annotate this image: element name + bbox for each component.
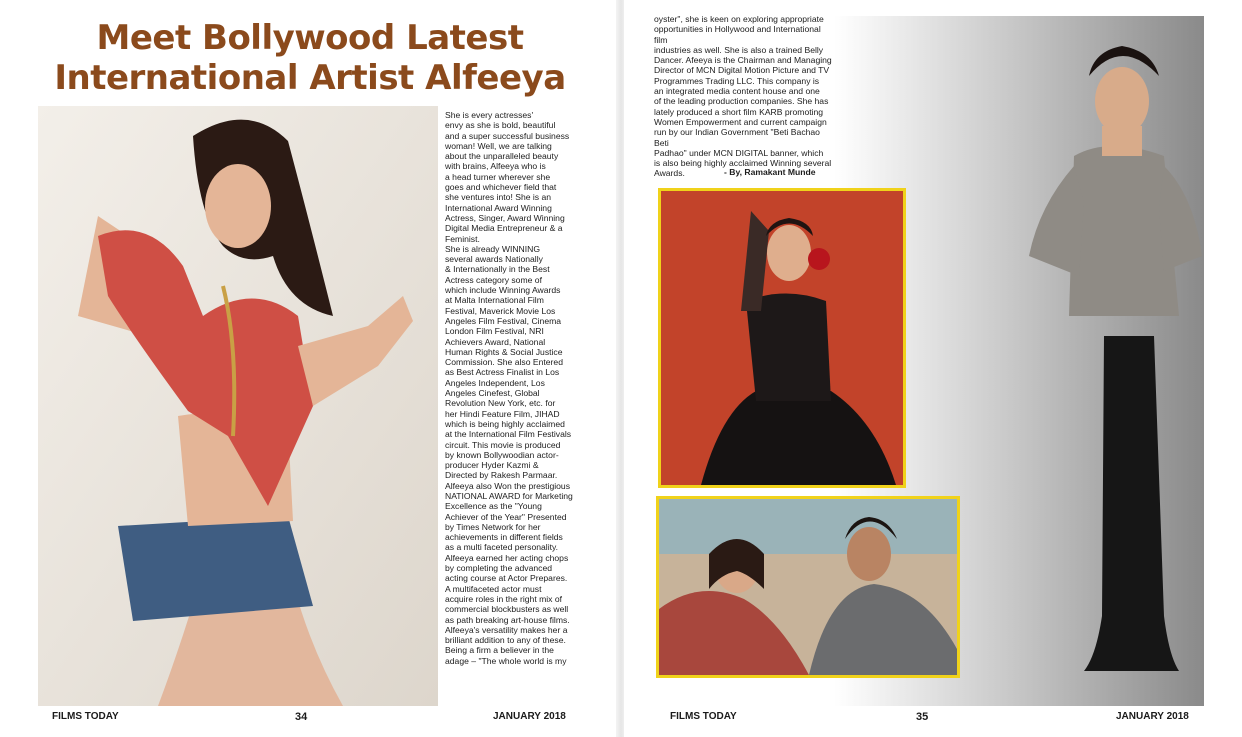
framed-photo-black-dress-graphic [661,191,903,485]
framed-photo-film-still [656,496,960,678]
left-page [0,0,618,737]
byline: - By, Ramakant Munde [724,167,816,177]
footer-date: JANUARY 2018 [493,711,566,722]
cover-photo-red-shirt [38,106,438,706]
footer-date: JANUARY 2018 [1116,711,1189,722]
footer-page-number: 35 [916,711,929,723]
cover-photo-graphic [38,106,438,706]
article-continuation: oyster", she is keen on exploring appropriate opportunities in Hollywood and International film industries as well. She is also a trained Belly Dancer. Afeeya is the Chairman and Managing Director of MCN Digital Motion Picture and TV Programmes Trading LLC. This company is an integrated media content house and one of the leading production companies. She has lately produced a short film KARB promoting Women Empowerment and current campaign run by our Indian Government "Beti Bachao Beti Padhao" under MCN DIGITAL banner, which is also being highly acclaimed Winning several Awards. [654,14,832,179]
headline: Meet Bollywood Latest International Artist Alfeeya [54,18,566,98]
right-page [624,0,1242,737]
footer-publication: FILMS TODAY [670,711,737,722]
framed-photo-film-still-graphic [659,499,957,675]
footer-page-number: 34 [295,711,308,723]
article-column: She is every actresses' envy as she is bold, beautiful and a super successful business woman! Well, we are talking about the unparalleled beauty with brains, Alfeeya who is a head turner wherever she goes and whichever field that she ventures into! She is an International Award Winning Actress, Singer, Award Winning Digital Media Entrepreneur & a Feminist. She is already WINNING several awards Nationally & Internationally in the Best Actress category some of which include Winning Awards at Malta International Film Festival, Maverick Movie Los Angeles Film Festival, Cinema London Film Festival, NRI Achievers Award, National Human Rights & Social Justice Commission. She also Entered as Best Actress Finalist in Los Angeles Independent, Los Angeles Cinefest, Global Revolution New York, etc. for her Hindi Feature Film, JIHAD which is being highly acclaimed at the International Film Festivals circuit. This movie is produced by known Bollywoodian actor- producer Hyder Kazmi & Directed by Rakesh Parmaar. Alfeeya also Won the prestigious NATIONAL AWARD for Marketing Excellence as the "Young Achiever of the Year" Presented by Times Network for her achievements in different fields as a multi faceted personality. Alfeeya earned her acting chops by completing the advanced acting course at Actor Prepares. A multifaceted actor must acquire roles in the right mix of commercial blockbusters as well as path breaking art-house films. Alfeeya's versatility makes her a brilliant addition to any of these. Being a firm a believer in the adage – "The whole world is my [445,110,573,666]
framed-photo-black-dress [658,188,906,488]
footer-publication: FILMS TODAY [52,711,119,722]
